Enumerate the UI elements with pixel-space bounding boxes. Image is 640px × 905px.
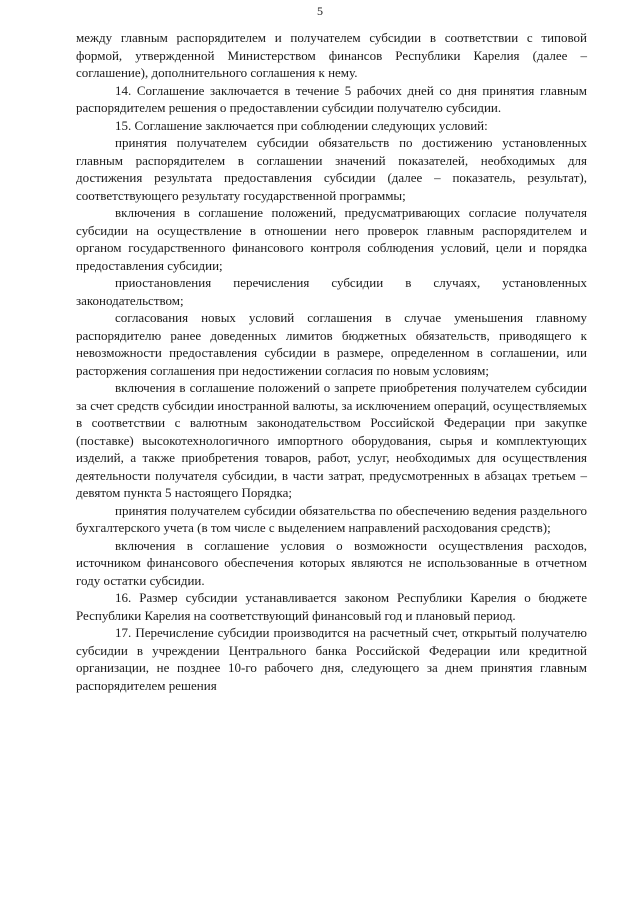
paragraph: 17. Перечисление субсидии производится на расчетный счет, открытый получателю субсидии в учреждении Центрального банка Российской Федерации или кредитной организации, не позднее 10-го рабочего дня, следующего за днем принятия главным распорядителем решения: [76, 625, 587, 693]
paragraph: 14. Соглашение заключается в течение 5 рабочих дней со дня принятия главным распорядителем решения о предоставлении субсидии получателю субсидии.: [76, 82, 587, 115]
paragraph: между главным распорядителем и получателем субсидии в соответствии с типовой формой, утвержденной Министерством финансов Республики Карелия (далее – соглашение), дополнительного соглашения к нему.: [76, 30, 587, 80]
paragraph: принятия получателем субсидии обязательств по достижению установленных главным распорядителем в соглашении значений показателей, необходимых для достижения результата предоставления субсидии (далее – показатель, результат), соответствующего результату государственной программы;: [76, 135, 587, 203]
paragraph: согласования новых условий соглашения в случае уменьшения главному распорядителю ранее доведенных лимитов бюджетных обязательств, приводящего к невозможности предоставления субсидии в размере, определенном в соглашении, или расторжения соглашения при недостижении согласия по новым условиям;: [76, 310, 587, 378]
document-body: [76, 29, 587, 694]
paragraph: включения в соглашение положений, предусматривающих согласие получателя субсидии на осуществление в отношении него проверок главным распорядителем и органом государственного финансового контроля соблюдения условий, цели и порядка предоставления субсидии;: [76, 205, 587, 273]
paragraph: приостановления перечисления субсидии в случаях, установленных законодательством;: [76, 275, 587, 308]
paragraph: включения в соглашение положений о запрете приобретения получателем субсидии за счет средств субсидии иностранной валюты, за исключением операций, осуществляемых в соответствии с валютным законодательством Российской Федерации при закупке (поставке) высокотехнологичного импортного оборудования, сырья и комплектующих изделий, а также приобретения товаров, работ, услуг, необходимых для осуществления деятельности получателя субсидии, в части затрат, предусмотренных в абзацах третьем – девятом пункта 5 настоящего Порядка;: [76, 380, 587, 500]
page-number: 5: [317, 4, 323, 18]
paragraph: включения в соглашение условия о возможности осуществления расходов, источником финансового обеспечения которых являются не использованные в отчетном году остатки субсидии.: [76, 537, 587, 588]
paragraph: принятия получателем субсидии обязательства по обеспечению ведения раздельного бухгалтерского учета (в том числе с выделением направлений расходования средств);: [76, 502, 587, 535]
paragraph: 16. Размер субсидии устанавливается законом Республики Карелия о бюджете Республики Карелия на соответствующий финансовый год и плановый период.: [76, 590, 587, 623]
paragraph: 15. Соглашение заключается при соблюдении следующих условий:: [115, 117, 488, 133]
